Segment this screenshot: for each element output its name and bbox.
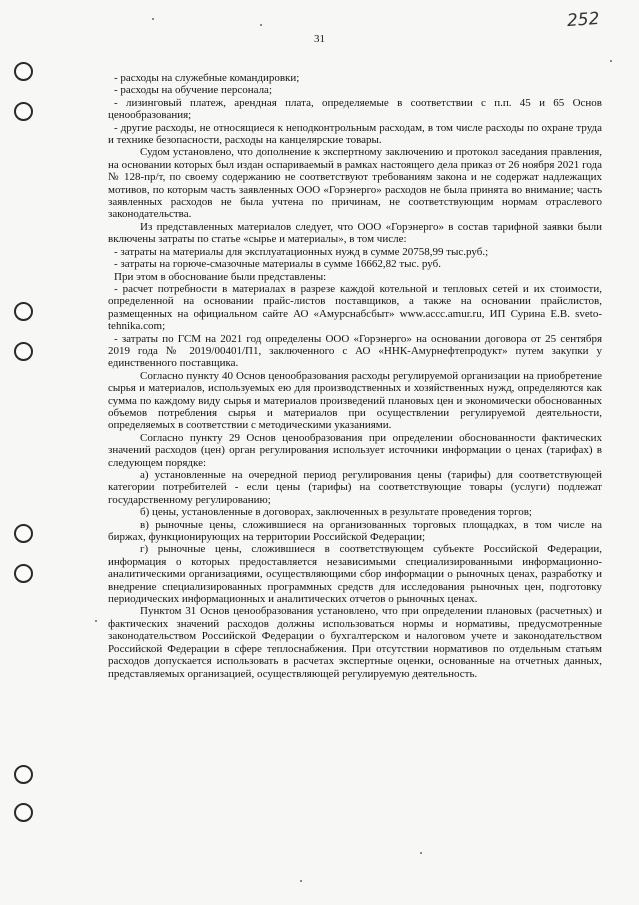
paragraph: Из представленных материалов следует, что ООО «Горэнерго» в состав тарифной заявки были включены затраты по статье «сырье и материалы», в том числе: — [108, 220, 602, 246]
paragraph: - расходы на служебные командировки; — [114, 72, 300, 84]
binding-hole — [14, 102, 33, 121]
paragraph: а) установленные на очередной период регулирования цены (тарифы) для соответствующей категории потребителей - если цены (тарифы) на соответствующие товары (услуги) подлежат государственному регулированию; — [108, 469, 602, 506]
scan-speck — [610, 60, 612, 62]
paragraph: Согласно пункту 40 Основ ценообразования расходы регулируемой организации на приобретение сырья и материалов, используемых ею для производственных и хозяйственных нужд, определяются как сумма по каждому виду сырья и материалов произведений плановых цен и экономически обоснованных объемов потребления сырья и материалов при осуществлении регулируемой деятельности, определяемых в соответствии с методическими указаниями. — [108, 369, 602, 432]
scan-speck — [300, 880, 302, 882]
paragraph: Пунктом 31 Основ ценообразования установлено, что при определении плановых (расчетных) и фактических значений расходов должны использоваться нормы и нормативы, предусмотренные законодательством Российской Федерации о бухгалтерском и налоговом учете и законодательством Российской Федерации в сфере теплоснабжения. При отсутствии нормативов по отдельным статьям расходов допускается использовать в расчетах экспертные оценки, основанные на отчетных данных, представляемых организацией, осуществляющей регулируемую деятельность. — [108, 605, 602, 680]
paragraph: в) рыночные цены, сложившиеся на организованных торговых площадках, в том числе на биржах, функционирующих на территории Российской Федерации; — [108, 518, 602, 544]
handwritten-sheet-number: 252 — [565, 8, 600, 32]
binding-hole — [14, 803, 33, 822]
binding-hole — [14, 62, 33, 81]
paragraph: - затраты на материалы для эксплуатационных нужд в сумме 20758,99 тыс.руб.; — [114, 245, 489, 258]
scan-speck — [95, 620, 97, 622]
paragraph: г) рыночные цены, сложившиеся в соответствующем субъекте Российской Федерации, информация о которых предоставляется независимыми специализированными информационно-аналитическими организациями, осуществляющими сбор информации о рыночных ценах, разработку и внедрение специализированных программных средств для исследования рыночных цен, подготовку периодических информационных и аналитических отчетов о рыночных ценах. — [108, 543, 602, 606]
paragraph: б) цены, установленные в договорах, заключенных в результате проведения торгов; — [140, 506, 532, 519]
page-number: 31 — [314, 33, 325, 45]
paragraph: - расчет потребности в материалах в разрезе каждой котельной и тепловых сетей и их стоимости, определенной на основании прайс-листов поставщиков, а также на основании прайслистов, размещенных на официальном сайте АО «Амурснабсбыт» www.accc.amur.ru, ИП Сурина Е.В. sveto-tehnika.com; — [108, 282, 602, 333]
document-body — [108, 72, 602, 680]
paragraph: - другие расходы, не относящиеся к неподконтрольным расходам, в том числе расходы по охране труда и технике безопасности, расходы на канцелярские товары. — [108, 121, 602, 147]
binding-hole — [14, 765, 33, 784]
binding-holes — [14, 0, 40, 905]
paragraph: Судом установлено, что дополнение к экспертному заключению и протокол заседания правления, на основании которых был издан оспариваемый в рамках настоящего дела приказ от 26 ноября 2021 года № 128-пр/т, по своему содержанию не соответствуют требованиям закона и не содержат надлежащих мотивов, по которым часть заявленных ООО «Горэнерго» расходов не была принята во внимание; часть заявленных расходов не была учтена по причинам, не соответствующим нормам отраслевого законодательства. — [108, 146, 602, 221]
binding-hole — [14, 564, 33, 583]
binding-hole — [14, 302, 33, 321]
paragraph: - расходы на обучение персонала; — [114, 84, 272, 97]
paragraph: При этом в обоснование были представлены: — [114, 270, 327, 283]
scan-speck — [260, 24, 262, 26]
paragraph: - затраты по ГСМ на 2021 год определены ООО «Горэнерго» на основании договора от 25 сентября 2019 года № 2019/00401/П1, заключенного с АО «ННК-Амурнефтепродукт» путем закупки у единственного поставщика. — [108, 332, 602, 370]
paragraph: Согласно пункту 29 Основ ценообразования при определении обоснованности фактических значений расходов (цен) орган регулирования использует источники информации о ценах (тарифах) в следующем порядке: — [108, 431, 602, 469]
binding-hole — [14, 342, 33, 361]
scan-speck — [420, 852, 422, 854]
paragraph: - затраты на горюче-смазочные материалы в сумме 16662,82 тыс. руб. — [114, 258, 441, 271]
binding-hole — [14, 524, 33, 543]
scan-speck — [152, 18, 154, 20]
paragraph: - лизинговый платеж, арендная плата, определяемые в соответствии с п.п. 45 и 65 Основ ценообразования; — [108, 96, 602, 122]
